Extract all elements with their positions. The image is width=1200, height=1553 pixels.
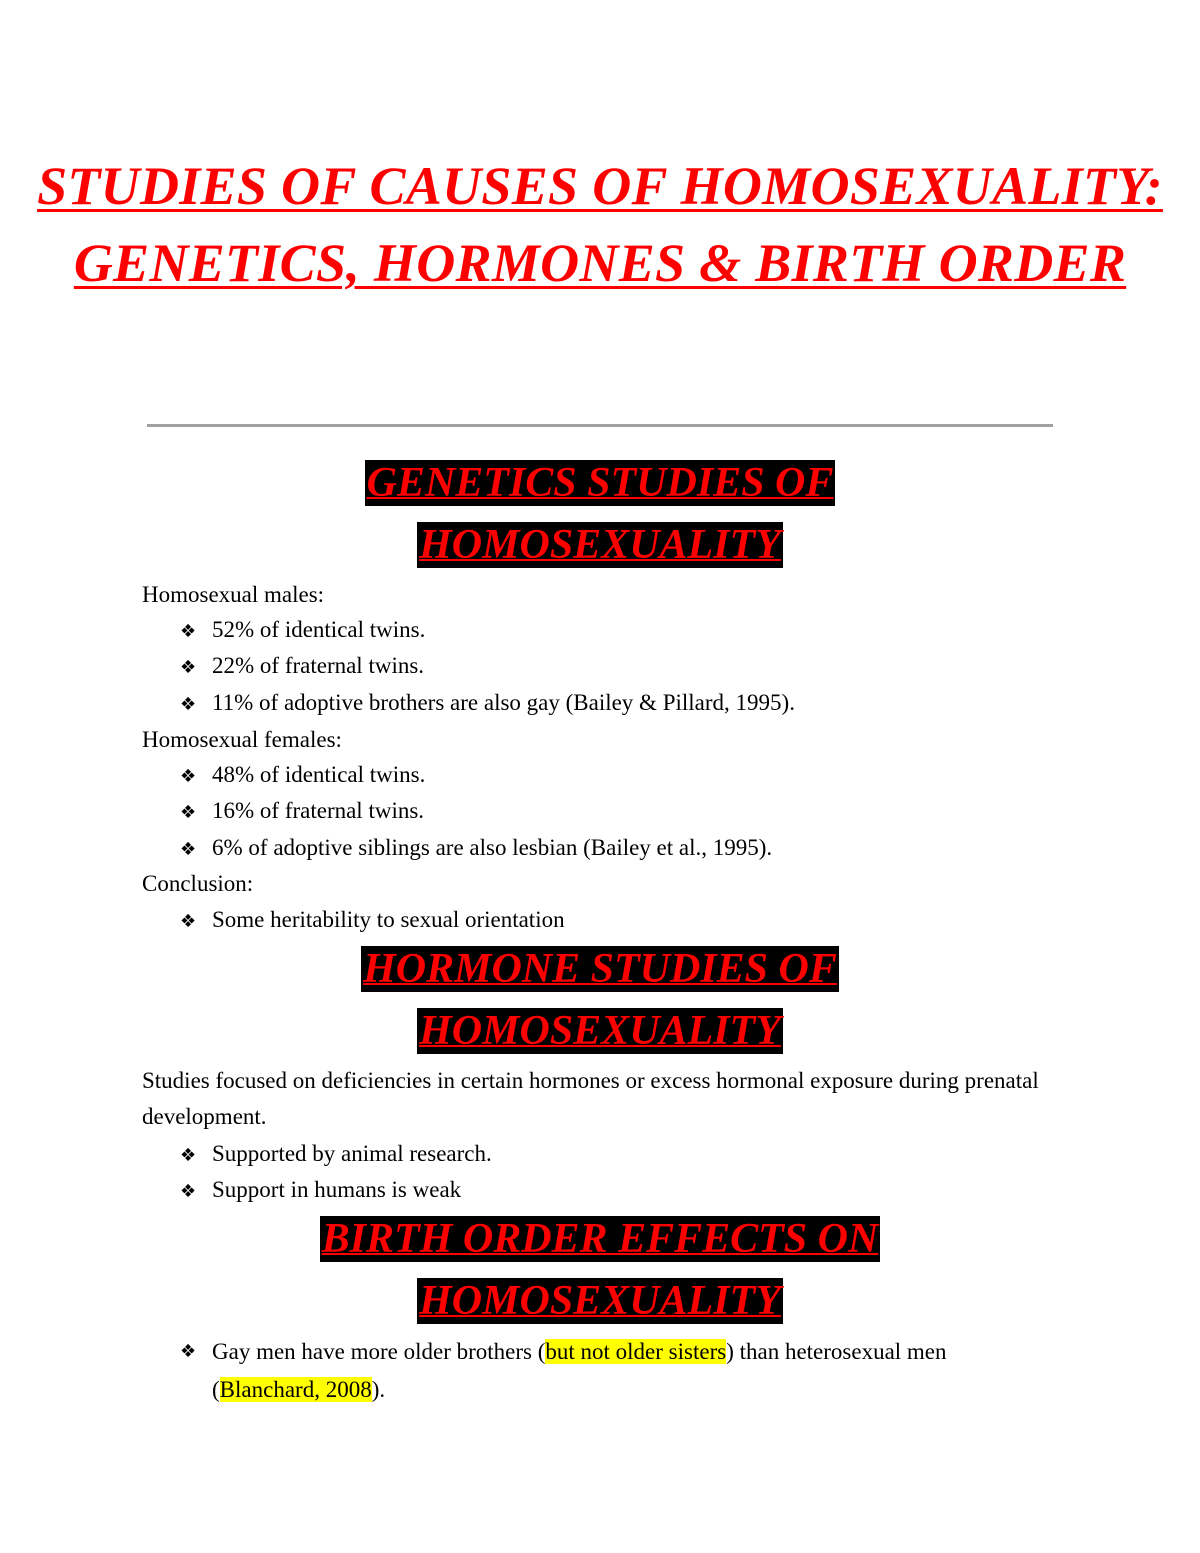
list-item-text: Support in humans is weak [212,1177,462,1202]
highlighted-text: but not older sisters [545,1339,727,1364]
list-item [180,902,565,940]
diamond-bullet-icon: ❖ [180,657,197,678]
list-item-text: 16% of fraternal twins. [212,798,425,823]
list-item [180,793,424,831]
list-item [180,685,795,723]
highlighted-citation: Blanchard, 2008 [219,1377,372,1402]
list-item [180,612,425,650]
list-item [180,1172,461,1210]
diamond-bullet-icon: ❖ [180,1181,197,1202]
text-run: Gay men have more older brothers ( [212,1339,546,1364]
heading-hormones-text: HORMONE STUDIES OF HOMOSEXUALITY [363,946,837,1054]
males-label: Homosexual males: [142,582,325,607]
hormones-intro: Studies focused on deficiencies in certain hormones or excess hormonal exposure during prenatal development. [142,1068,1039,1129]
diamond-bullet-icon: ❖ [180,1145,197,1166]
section-heading-genetics [0,452,1200,576]
conclusion-label: Conclusion: [142,871,254,896]
diamond-bullet-icon: ❖ [180,1341,197,1362]
list-item-text: Some heritability to sexual orientation [212,907,565,932]
list-item [180,1333,1060,1409]
diamond-bullet-icon: ❖ [180,766,197,787]
list-item-text: 48% of identical twins. [212,762,426,787]
list-item-text: 52% of identical twins. [212,617,426,642]
list-item-text: 22% of fraternal twins. [212,653,425,678]
list-item-text: 11% of adoptive brothers are also gay (Bailey & Pillard, 1995). [212,690,795,715]
list-item-text [180,1333,1060,1409]
list-item-text: Supported by animal research. [212,1141,492,1166]
diamond-bullet-icon: ❖ [180,839,197,860]
diamond-bullet-icon: ❖ [180,802,197,823]
diamond-bullet-icon: ❖ [180,911,197,932]
text-run: ) than heterosexual men ( [212,1339,947,1402]
section-heading-hormones [0,938,1200,1062]
diamond-bullet-icon: ❖ [180,621,197,642]
section-heading-birth-order [0,1208,1200,1332]
text-run: ). [371,1377,386,1402]
females-label: Homosexual females: [142,727,342,752]
list-item [180,757,425,795]
heading-birth-order-text: BIRTH ORDER EFFECTS ON HOMOSEXUALITY [321,1216,879,1324]
diamond-bullet-icon: ❖ [180,694,197,715]
heading-genetics-text: GENETICS STUDIES OF HOMOSEXUALITY [366,460,834,568]
document-title: STUDIES OF CAUSES OF HOMOSEXUALITY: GENETICS, HORMONES & BIRTH ORDER [37,156,1163,293]
list-item [180,830,772,868]
horizontal-divider [147,424,1053,427]
list-item [180,648,424,686]
list-item [180,1136,492,1174]
list-item-text: 6% of adoptive siblings are also lesbian (Bailey et al., 1995). [212,835,773,860]
